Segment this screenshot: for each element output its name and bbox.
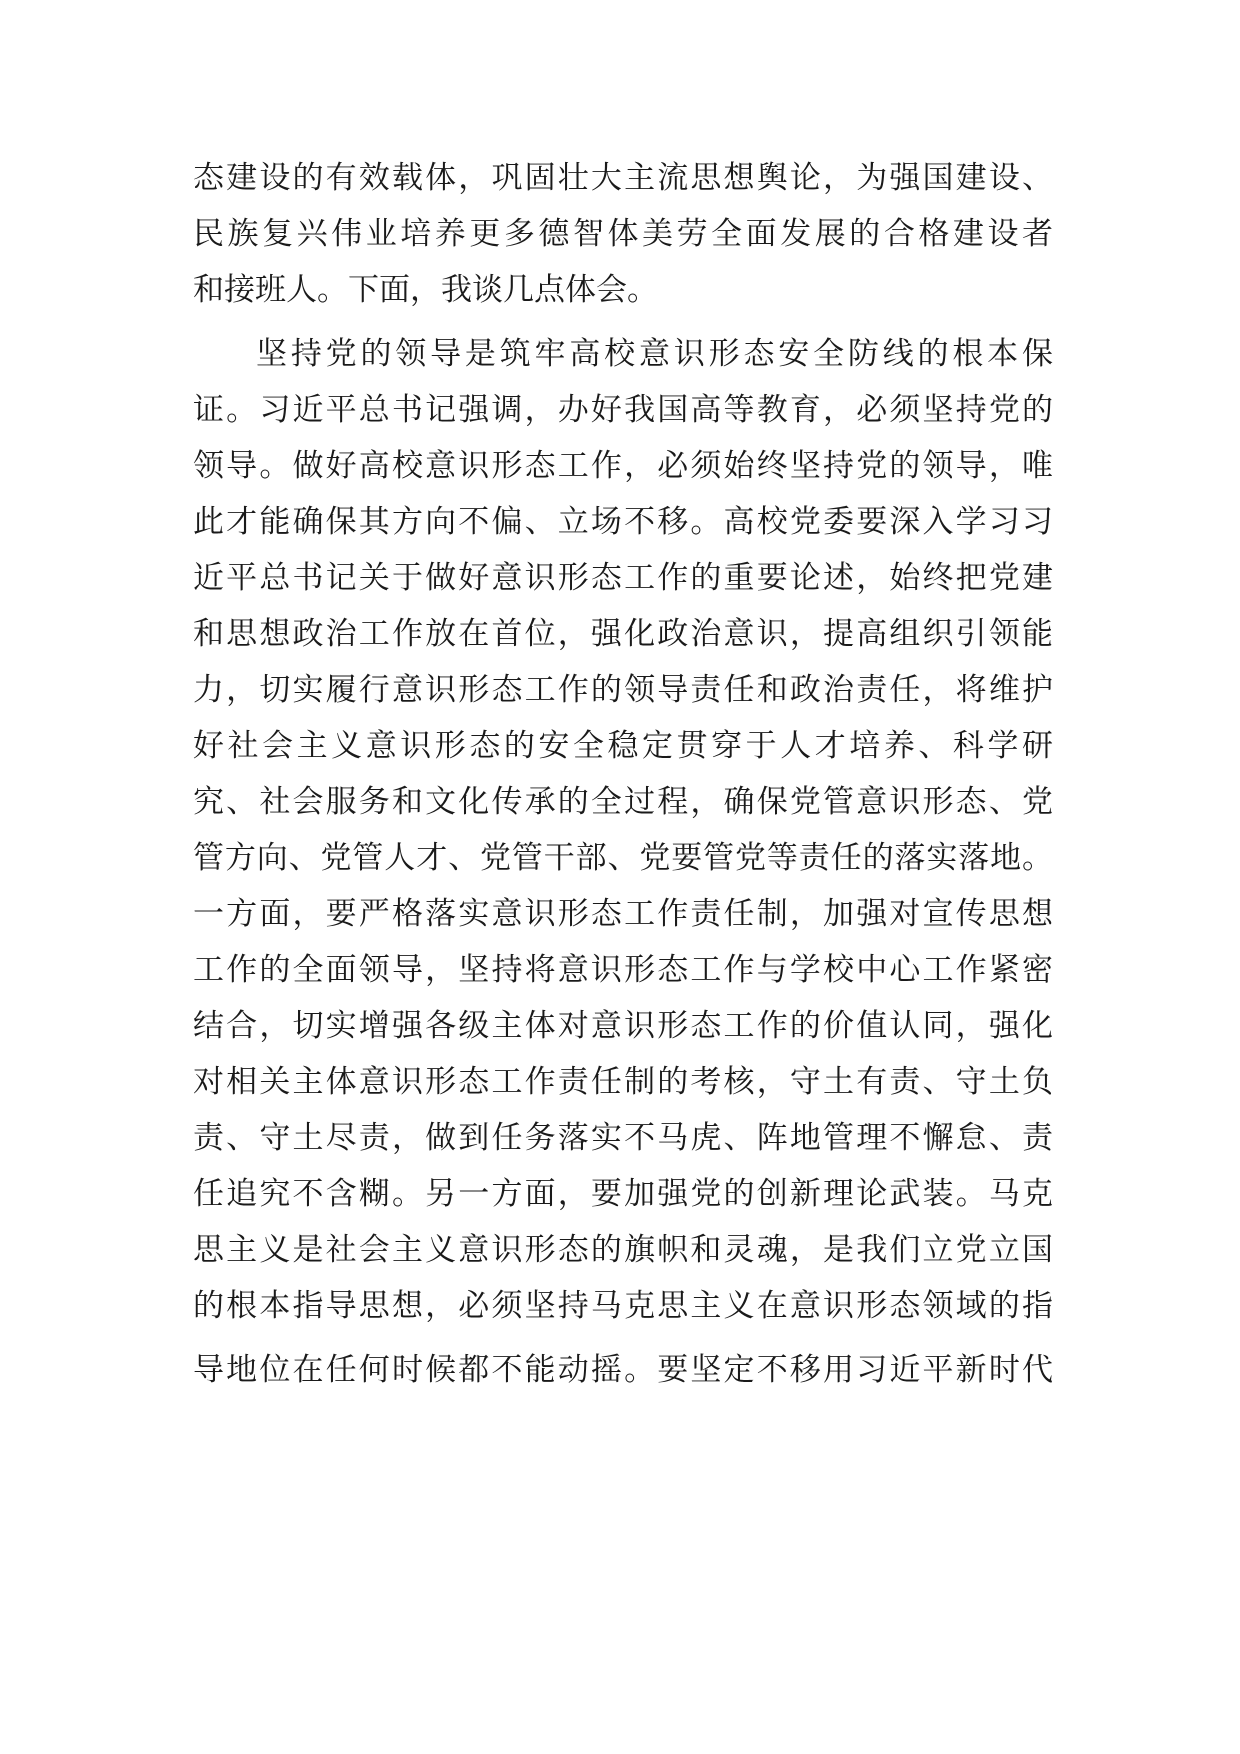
text-line: 结合，切实增强各级主体对意识形态工作的价值认同，强化 (193, 1008, 1053, 1044)
paragraph-2 (193, 326, 1053, 1398)
text-line: 力，切实履行意识形态工作的领导责任和政治责任，将维护 (193, 672, 1053, 708)
text-line: 好社会主义意识形态的安全稳定贯穿于人才培养、科学研 (193, 728, 1053, 764)
text-line: 一方面，要严格落实意识形态工作责任制，加强对宣传思想 (193, 896, 1053, 932)
text-line: 责、守土尽责，做到任务落实不马虎、阵地管理不懈怠、责 (193, 1120, 1053, 1156)
text-line: 此才能确保其方向不偏、立场不移。高校党委要深入学习习 (193, 504, 1053, 540)
text-line: 近平总书记关于做好意识形态工作的重要论述，始终把党建 (193, 560, 1053, 596)
text-line: 态建设的有效载体，巩固壮大主流思想舆论，为强国建设、 (193, 160, 1053, 196)
text-line: 的根本指导思想，必须坚持马克思主义在意识形态领域的指 (193, 1288, 1053, 1324)
text-line: 究、社会服务和文化传承的全过程，确保党管意识形态、党 (193, 784, 1053, 820)
text-line: 民族复兴伟业培养更多德智体美劳全面发展的合格建设者 (193, 216, 1053, 252)
text-line: 对相关主体意识形态工作责任制的考核，守土有责、守土负 (193, 1064, 1053, 1100)
text-line: 思主义是社会主义意识形态的旗帜和灵魂，是我们立党立国 (193, 1232, 1053, 1268)
text-line: 领导。做好高校意识形态工作，必须始终坚持党的领导，唯 (193, 448, 1053, 484)
text-line: 和接班人。下面，我谈几点体会。 (193, 272, 658, 308)
text-line: 管方向、党管人才、党管干部、党要管党等责任的落实落地。 (193, 840, 1053, 876)
text-line: 任追究不含糊。另一方面，要加强党的创新理论武装。马克 (193, 1176, 1053, 1212)
text-line: 证。习近平总书记强调，办好我国高等教育，必须坚持党的 (193, 392, 1053, 428)
body-text (193, 150, 1053, 1398)
text-line: 和思想政治工作放在首位，强化政治意识，提高组织引领能 (193, 616, 1053, 652)
paragraph-1 (193, 150, 1053, 318)
text-line: 坚持党的领导是筑牢高校意识形态安全防线的根本保 (256, 336, 1053, 372)
text-line: 导地位在任何时候都不能动摇。要坚定不移用习近平新时代 (193, 1352, 1053, 1388)
text-line: 工作的全面领导，坚持将意识形态工作与学校中心工作紧密 (193, 952, 1053, 988)
